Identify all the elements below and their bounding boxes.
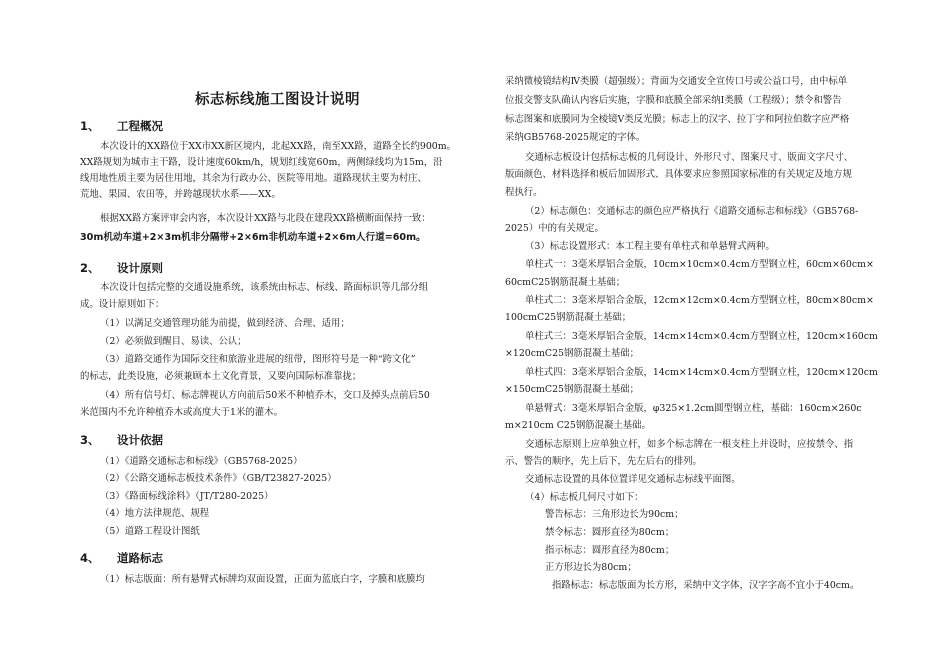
- body-line: 单柱式四：3毫米厚铝合金版，14cm×14cm×0.4cm方型钢立柱，120cm×120cm: [525, 367, 878, 378]
- body-line: 版面颜色、材料选择和板后加固形式、具体要求应参照国家标准的有关规定及地方规: [505, 169, 852, 180]
- section-title: 设计依据: [117, 433, 163, 447]
- body-line: 警告标志：三角形边长为90cm；: [545, 509, 684, 520]
- body-line: （1）《道路交通标志和标线》（GB5768-2025）: [100, 456, 303, 467]
- body-line: 单柱式一：3毫米厚铝合金版，10cm×10cm×0.4cm方型钢立柱，60cm×60cm×: [525, 259, 874, 270]
- body-line: 交通标志板设计包括标志板的几何设计、外形尺寸、图案尺寸、版面文字尺寸、: [525, 152, 854, 163]
- body-line: 成。设计原则如下：: [80, 299, 165, 310]
- body-line: 标志图案和底膜同为全棱镜Ⅴ类反光膜；标志上的汉字、拉丁字和阿拉伯数字应严格: [505, 114, 850, 125]
- body-line: 60cmC25钢筋混凝土基础；: [505, 277, 626, 288]
- body-line: 指示标志：圆形直径为80cm；: [545, 545, 675, 556]
- body-line: 采纳微棱镜结构Ⅳ类膜（超强级）；背面为交通安全宣传口号或公益口号，由中标单: [505, 76, 848, 87]
- body-line: 交通标志原则上应单独立杆，如多个标志牌在一根支柱上并设时，应按禁令、指: [525, 439, 854, 450]
- body-line: （3）标志设置形式：本工程主要有单柱式和单悬臂式两种。: [525, 241, 775, 252]
- body-line: 单柱式二：3毫米厚铝合金版，12cm×12cm×0.4cm方型钢立柱，80cm×80cm×: [525, 295, 874, 306]
- body-line: 位报交警支队确认内容后实施，字膜和底膜全部采纳Ⅰ类膜（工程级）；禁令和警告: [505, 95, 842, 106]
- body-line: 单悬臂式：3毫米厚铝合金版，φ325×1.2cm圆型钢立柱，基础：160cm×260c: [525, 403, 862, 414]
- body-line: 的标志，此类设施，必须兼顾本土文化背景，又要向国际标准靠拢；: [80, 371, 362, 382]
- body-line: （2）《公路交通标志板技术条件》（GB/T23827-2025）: [100, 473, 337, 484]
- section-number: 3、: [80, 433, 100, 447]
- body-line: 指路标志：标志版面为长方形，采纳中文字体，汉字字高不宜小于40cm。: [552, 580, 860, 591]
- body-line: （4）标志板几何尺寸如下：: [525, 492, 644, 503]
- body-line: 单柱式三：3毫米厚铝合金版，14cm×14cm×0.4cm方型钢立柱，120cm×160cm: [525, 331, 878, 342]
- body-line: 本次设计的XX路位于XX市XX新区境内，北起XX路，南至XX路，道路全长约900m。: [100, 141, 457, 152]
- body-line: 交通标志设置的具体位置详见交通标志标线平面图。: [525, 474, 741, 485]
- body-line: （1）标志版面：所有悬臂式标牌均双面设置，正面为蓝底白字，字膜和底膜均: [100, 574, 425, 585]
- section-number: 2、: [80, 261, 100, 275]
- body-line: （2）必须做到醒目、易读、公认；: [100, 336, 247, 347]
- body-line: 采纳GB5768-2025规定的字体。: [505, 132, 646, 143]
- body-line: （4）地方法律规范、规程: [100, 508, 210, 519]
- page-title: 标志标线施工图设计说明: [195, 92, 360, 108]
- body-line-bold: 30m机动车道+2×3m机非分隔带+2×6m非机动车道+2×6m人行道=60m。: [80, 232, 426, 243]
- section-title: 道路标志: [117, 551, 163, 565]
- body-line: m×210cm C25钢筋混凝土基础。: [505, 420, 651, 431]
- body-line: 100cmC25钢筋混凝土基础；: [505, 312, 632, 323]
- body-line: 2025）中的有关规定。: [505, 223, 604, 234]
- body-line: ×120cmC25钢筋混凝土基础；: [505, 348, 639, 359]
- body-line: （2）标志颜色：交通标志的颜色应严格执行《道路交通标志和标线》（GB5768-: [525, 206, 859, 217]
- section-title: 设计原则: [117, 261, 163, 275]
- section-title: 工程概况: [117, 119, 163, 133]
- body-line: 程执行。: [505, 187, 543, 198]
- body-line: 米范围内不允许种植乔木或高度大于1米的灌木。: [80, 407, 283, 418]
- body-line: 示、警告的顺序，先上后下，先左后右的排列。: [505, 456, 702, 467]
- body-line: ×150cmC25钢筋混凝土基础；: [505, 384, 639, 395]
- body-line: 根据XX路方案评审会内容，本次设计XX路与北段在建段XX路横断面保持一致：: [100, 213, 431, 224]
- body-line: 荒地、果园、农田等，并跨越现状水系——XX。: [80, 189, 281, 200]
- body-line: 禁令标志：圆形直径为80cm；: [545, 527, 675, 538]
- body-line: XX路规划为城市主干路，设计速度60km/h，规划红线宽60m，两侧绿线均为15m，沿: [80, 157, 443, 168]
- body-line: 线用地性质主要为居住用地，其余为行政办公、医院等用地。道路现状主要为村庄、: [80, 173, 427, 184]
- body-line: （5）道路工程设计图纸: [100, 526, 200, 537]
- body-line: （3）《路面标线涂料》（JT/T280-2025）: [100, 491, 274, 502]
- body-line: 正方形边长为80cm；: [545, 562, 637, 573]
- body-line: （1）以满足交通管理功能为前提，做到经济、合理、适用；: [100, 318, 350, 329]
- section-number: 1、: [80, 119, 100, 133]
- body-line: （3）道路交通作为国际交往和旅游业进展的纽带，图形符号是一种“跨文化”: [100, 354, 416, 365]
- section-number: 4、: [80, 551, 100, 565]
- body-line: （4）所有信号灯、标志牌视认方向前后50米不种植乔木，交口及掉头点前后50: [100, 390, 430, 401]
- body-line: 本次设计包括完整的交通设施系统，该系统由标志、标线、路面标识等几部分组: [100, 282, 429, 293]
